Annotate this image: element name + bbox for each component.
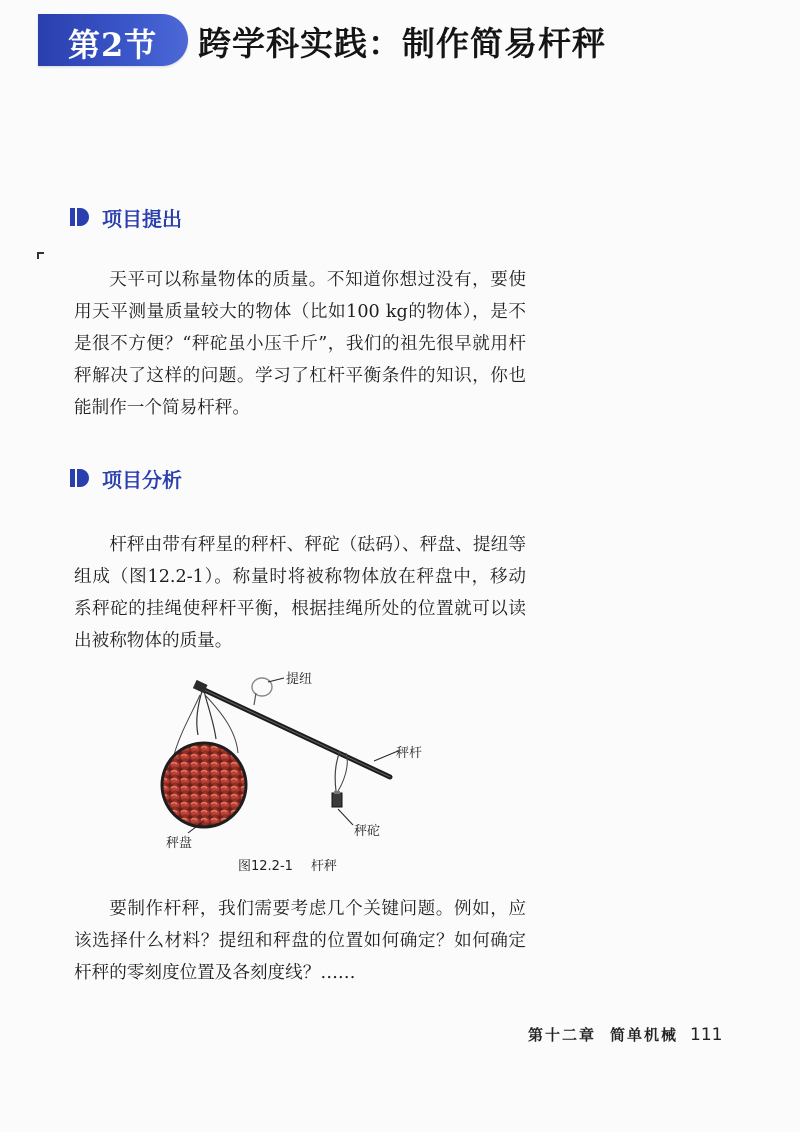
section-heading-label: 项目分析 [102, 467, 182, 492]
paragraph-text: 杆秤由带有秤星的秤杆、秤砣（砝码）、秤盘、提纽等组成（图12.2-1）。称量时将被称物体放在秤盘中，移动系秤砣的挂绳使秤杆平衡，根据挂绳所处的位置就可以读出被称物体的质量。 [74, 535, 526, 651]
figure-caption-text: 杆秤 [310, 859, 337, 874]
weight [332, 793, 342, 807]
paragraph-text: 天平可以称量物体的质量。不知道你想过没有，要使用天平测量质量较大的物体（比如100 kg的物体），是不是很不方便？“秤砣虽小压千斤”，我们的祖先很早就用杆秤解决了这样的问题。学习了杠杆平衡条件的知识，你也能制作一个简易杆秤。 [74, 270, 526, 418]
figure-number: 图12.2-1 [238, 859, 293, 874]
figure-caption [238, 855, 337, 874]
lifting-loop [252, 678, 272, 696]
pan [162, 743, 246, 827]
page-footer [528, 1024, 722, 1045]
steelyard-figure [150, 665, 450, 865]
section-badge-label: 第2节 [68, 26, 158, 64]
section-badge [38, 14, 188, 66]
label-tiniu: 提纽 [286, 672, 313, 687]
label-chenggan: 秤杆 [396, 746, 423, 761]
page-title: 跨学科实践：制作简易杆秤 [198, 24, 606, 63]
corner-mark [37, 252, 44, 259]
section-heading-label: 项目提出 [102, 206, 182, 231]
section-heading-analysis [70, 464, 182, 492]
paragraph-analysis [74, 529, 526, 657]
label-chengtuo: 秤砣 [354, 824, 381, 839]
paragraph-questions [74, 893, 526, 989]
section-marker-icon [70, 467, 92, 489]
page-number: 111 [690, 1025, 723, 1045]
paragraph-proposal [74, 264, 526, 424]
footer-chapter: 第十二章 [528, 1026, 597, 1044]
footer-chapter-title: 简单机械 [610, 1026, 679, 1044]
paragraph-text: 要制作杆秤，我们需要考虑几个关键问题。例如，应该选择什么材料？提纽和秤盘的位置如何确定？如何确定杆秤的零刻度位置及各刻度线？…… [74, 899, 526, 983]
label-chengpan: 秤盘 [166, 836, 193, 851]
section-marker-icon [70, 206, 92, 228]
section-heading-proposal [70, 203, 182, 231]
